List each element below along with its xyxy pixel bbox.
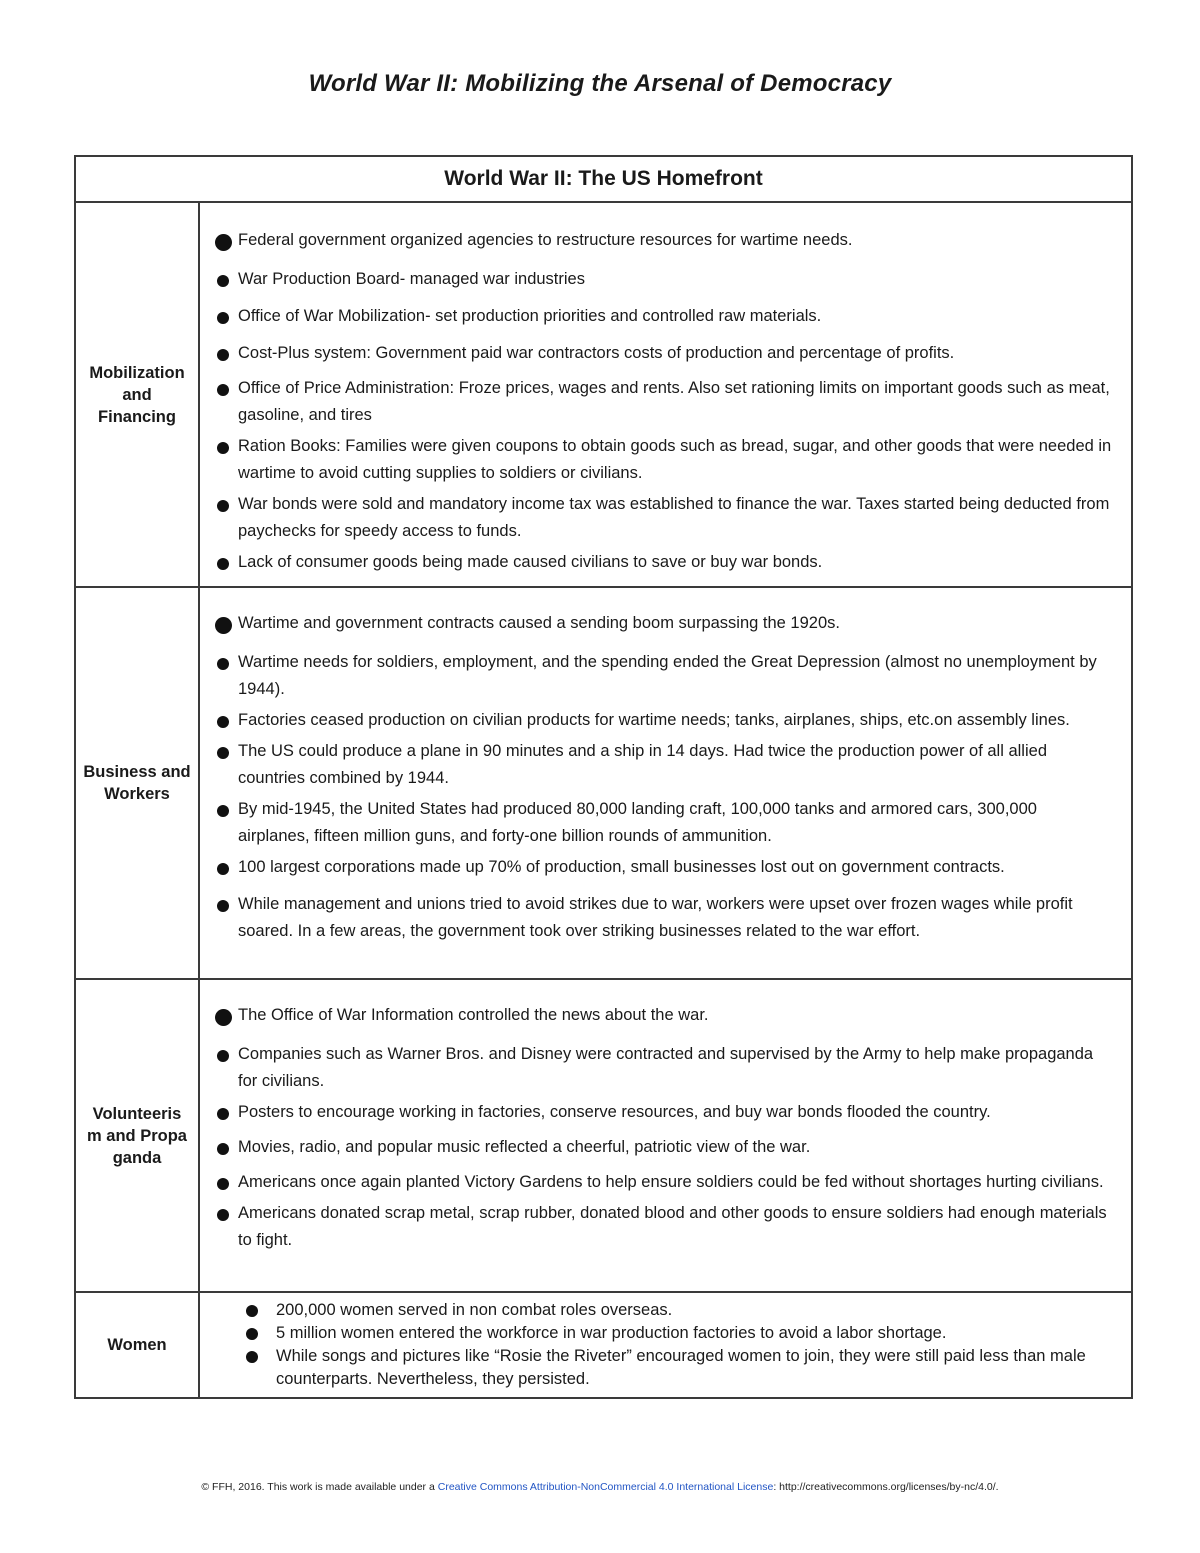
list-item-text: 100 largest corporations made up 70% of production, small businesses lost out on government contracts. bbox=[238, 858, 1005, 876]
section-label bbox=[75, 202, 199, 587]
list-item-text: Office of Price Administration: Froze prices, wages and rents. Also set rationing limits on important goods such as meat, gasoline, and tires bbox=[238, 379, 1110, 424]
list-item-text: Ration Books: Families were given coupons to obtain goods such as bread, sugar, and other goods that were needed in wartime to avoid cutting supplies to soldiers or civilians. bbox=[238, 437, 1112, 482]
list-item-text: War Production Board- managed war industries bbox=[238, 270, 585, 288]
section-label-text: Women bbox=[107, 1336, 167, 1354]
bullet-list bbox=[216, 1002, 1113, 1254]
bullet-icon bbox=[217, 716, 229, 728]
list-item bbox=[216, 1169, 1113, 1196]
table-heading: World War II: The US Homefront bbox=[75, 156, 1132, 202]
bullet-icon bbox=[246, 1305, 258, 1317]
section-row-mobilization bbox=[75, 202, 1132, 587]
section-label bbox=[75, 979, 199, 1292]
bullet-icon bbox=[217, 1050, 229, 1062]
list-item-text: Movies, radio, and popular music reflected a cheerful, patriotic view of the war. bbox=[238, 1138, 811, 1156]
bullet-icon bbox=[217, 1143, 229, 1155]
bullet-icon bbox=[217, 500, 229, 512]
bullet-icon bbox=[217, 384, 229, 396]
list-item bbox=[216, 266, 1113, 293]
bullet-icon bbox=[215, 1009, 232, 1026]
list-item-text: 5 million women entered the workforce in war production factories to avoid a labor shortage. bbox=[276, 1324, 947, 1342]
list-item bbox=[216, 649, 1113, 703]
list-item-text: Americans donated scrap metal, scrap rubber, donated blood and other goods to ensure soldiers had enough materials to fight. bbox=[238, 1204, 1107, 1249]
footer-license bbox=[0, 1481, 1200, 1493]
bullet-icon bbox=[217, 558, 229, 570]
list-item bbox=[216, 738, 1113, 792]
list-item bbox=[216, 1345, 1113, 1391]
list-item bbox=[216, 375, 1113, 429]
section-label bbox=[75, 587, 199, 979]
list-item bbox=[216, 227, 1113, 254]
bullet-icon bbox=[246, 1351, 258, 1363]
list-item-text: By mid-1945, the United States had produced 80,000 landing craft, 100,000 tanks and armored cars, 300,000 airplanes, fifteen million guns, and forty-one billion rounds of ammunition. bbox=[238, 800, 1037, 845]
footer-prefix: © FFH, 2016. This work is made available under a bbox=[201, 1481, 438, 1493]
section-row-business bbox=[75, 587, 1132, 979]
list-item-text: Companies such as Warner Bros. and Disney were contracted and supervised by the Army to help make propaganda for civilians. bbox=[238, 1045, 1094, 1090]
list-item bbox=[216, 340, 1113, 367]
bullet-icon bbox=[217, 312, 229, 324]
list-item bbox=[216, 854, 1113, 881]
table-heading-row bbox=[75, 156, 1132, 202]
bullet-icon bbox=[217, 275, 229, 287]
list-item bbox=[216, 1002, 1113, 1029]
list-item-text: Lack of consumer goods being made caused civilians to save or buy war bonds. bbox=[238, 553, 823, 571]
bullet-list bbox=[216, 227, 1113, 576]
list-item-text: While management and unions tried to avoid strikes due to war, workers were upset over frozen wages while profit soared. In a few areas, the government took over striking businesses related to the war effort. bbox=[238, 895, 1073, 940]
section-label bbox=[75, 1292, 199, 1398]
list-item bbox=[216, 1200, 1113, 1254]
bullet-icon bbox=[217, 349, 229, 361]
footer-suffix: : http://creativecommons.org/licenses/by-nc/4.0/. bbox=[773, 1481, 999, 1493]
list-item bbox=[216, 303, 1113, 330]
section-content bbox=[199, 1292, 1132, 1398]
section-label-text: Business and Workers bbox=[83, 763, 191, 803]
list-item-text: Americans once again planted Victory Gardens to help ensure soldiers could be fed without shortages hurting civilians. bbox=[238, 1173, 1104, 1191]
bullet-icon bbox=[217, 863, 229, 875]
bullet-list bbox=[216, 610, 1113, 945]
list-item-text: Factories ceased production on civilian products for wartime needs; tanks, airplanes, ships, etc.on assembly lines. bbox=[238, 711, 1070, 729]
section-content bbox=[199, 202, 1132, 587]
list-item bbox=[216, 891, 1113, 945]
homefront-table bbox=[74, 155, 1133, 1399]
list-item-text: The Office of War Information controlled the news about the war. bbox=[238, 1006, 709, 1024]
list-item-text: 200,000 women served in non combat roles overseas. bbox=[276, 1301, 673, 1319]
list-item bbox=[216, 707, 1113, 734]
list-item-text: Wartime needs for soldiers, employment, and the spending ended the Great Depression (almost no unemployment by 1944). bbox=[238, 653, 1097, 698]
list-item bbox=[216, 433, 1113, 487]
bullet-icon bbox=[215, 617, 232, 634]
list-item bbox=[216, 491, 1113, 545]
section-content bbox=[199, 587, 1132, 979]
bullet-icon bbox=[217, 805, 229, 817]
bullet-icon bbox=[217, 1209, 229, 1221]
list-item bbox=[216, 1322, 1113, 1345]
bullet-icon bbox=[217, 747, 229, 759]
list-item bbox=[216, 1134, 1113, 1161]
section-row-volunteerism bbox=[75, 979, 1132, 1292]
bullet-icon bbox=[217, 658, 229, 670]
list-item-text: While songs and pictures like “Rosie the Riveter” encouraged women to join, they were still paid less than male counterparts. Nevertheless, they persisted. bbox=[276, 1347, 1086, 1388]
bullet-icon bbox=[217, 1178, 229, 1190]
section-row-women bbox=[75, 1292, 1132, 1398]
list-item bbox=[216, 1041, 1113, 1095]
section-label-text: Volunteerism and Propaganda bbox=[87, 1104, 187, 1167]
section-content bbox=[199, 979, 1132, 1292]
bullet-icon bbox=[217, 1108, 229, 1120]
document-title: World War II: Mobilizing the Arsenal of Democracy bbox=[308, 70, 892, 97]
bullet-icon bbox=[215, 234, 232, 251]
list-item-text: Posters to encourage working in factories, conserve resources, and buy war bonds flooded the country. bbox=[238, 1103, 991, 1121]
section-label-text: Mobilization and Financing bbox=[89, 363, 185, 426]
bullet-list bbox=[216, 1299, 1113, 1391]
bullet-icon bbox=[217, 442, 229, 454]
list-item bbox=[216, 549, 1113, 576]
bullet-icon bbox=[246, 1328, 258, 1340]
list-item-text: Wartime and government contracts caused a sending boom surpassing the 1920s. bbox=[238, 614, 840, 632]
list-item-text: Cost-Plus system: Government paid war contractors costs of production and percentage of profits. bbox=[238, 344, 955, 362]
list-item bbox=[216, 796, 1113, 850]
list-item bbox=[216, 1099, 1113, 1126]
list-item-text: War bonds were sold and mandatory income tax was established to finance the war. Taxes started being deducted from paychecks for speedy access to funds. bbox=[238, 495, 1110, 540]
list-item-text: The US could produce a plane in 90 minutes and a ship in 14 days. Had twice the production power of all allied countries combined by 1944. bbox=[238, 742, 1047, 787]
list-item-text: Office of War Mobilization- set production priorities and controlled raw materials. bbox=[238, 307, 822, 325]
bullet-icon bbox=[217, 900, 229, 912]
list-item bbox=[216, 1299, 1113, 1322]
license-link[interactable]: Creative Commons Attribution-NonCommercial 4.0 International License bbox=[437, 1481, 774, 1493]
list-item-text: Federal government organized agencies to restructure resources for wartime needs. bbox=[238, 231, 853, 249]
list-item bbox=[216, 610, 1113, 637]
